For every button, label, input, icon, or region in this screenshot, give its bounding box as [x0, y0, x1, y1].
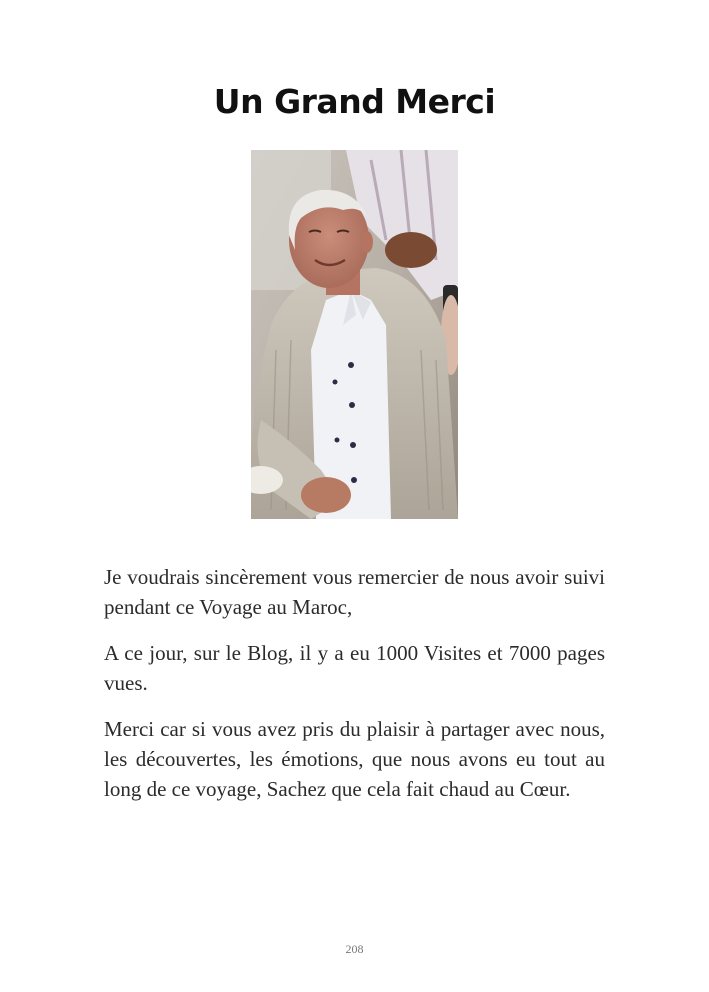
portrait-photo: [251, 150, 458, 519]
paragraph-stats: A ce jour, sur le Blog, il y a eu 1000 Visites et 7000 pages vues.: [104, 641, 605, 695]
page-number: 208: [345, 942, 364, 956]
body-text: [104, 562, 605, 820]
page-title: Un Grand Merci: [213, 82, 496, 121]
paragraph-thanks: Je voudrais sincèrement vous remercier de nous avoir suivi pendant ce Voyage au Maroc,: [104, 565, 605, 619]
paragraph-closing: Merci car si vous avez pris du plaisir à partager avec nous, les découvertes, les émotions, que nous avons eu tout au long de ce voyage, Sachez que cela fait chaud au Cœur.: [104, 717, 605, 801]
